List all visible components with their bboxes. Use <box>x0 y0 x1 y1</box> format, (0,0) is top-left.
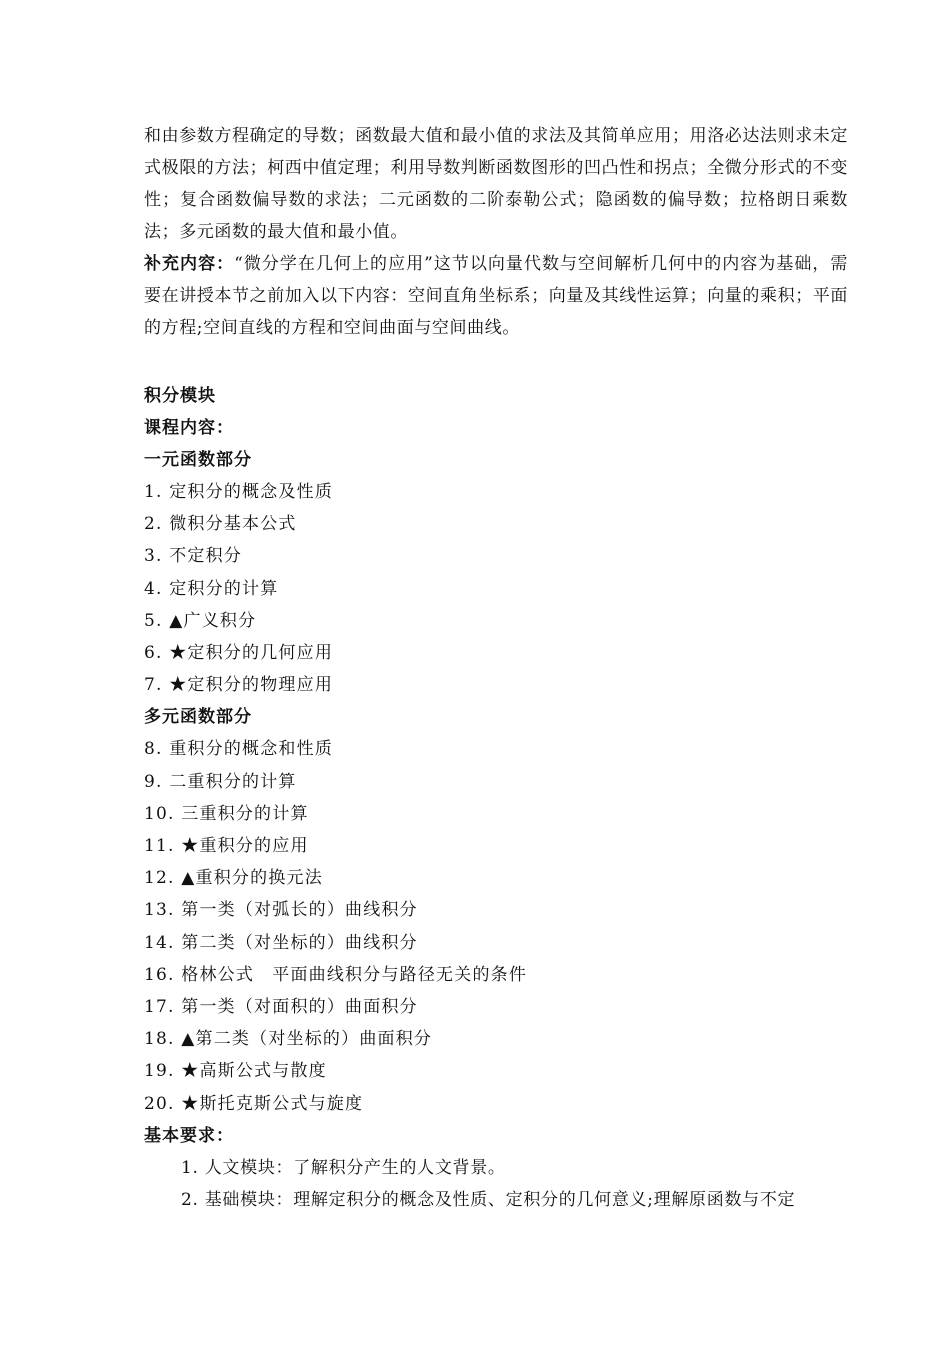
list-item: 16. 格林公式 平面曲线积分与路径无关的条件 <box>144 964 528 985</box>
supplement-lead: 补充内容： <box>144 254 235 274</box>
list-item: 12. ▲重积分的换元法 <box>144 868 323 889</box>
course-content-label: 课程内容： <box>144 418 234 438</box>
list-item: 20. ★斯托克斯公式与旋度 <box>144 1093 364 1114</box>
requirement-item: 1. 人文模块：了解积分产生的人文背景。 <box>181 1157 506 1178</box>
list-item: 2. 微积分基本公式 <box>144 514 297 535</box>
section-gap <box>144 344 848 380</box>
list-item: 18. ▲第二类（对坐标的）曲面积分 <box>144 1029 433 1050</box>
list-item: 19. ★高斯公式与散度 <box>144 1061 327 1082</box>
list-item: 8. 重积分的概念和性质 <box>144 739 334 760</box>
list-item: 7. ★定积分的物理应用 <box>144 675 334 696</box>
supplement-paragraph <box>144 248 848 344</box>
intro-paragraph: 和由参数方程确定的导数；函数最大值和最小值的求法及其简单应用；用洛必达法则求未定式极限的方法；柯西中值定理；利用导数判断函数图形的凹凸性和拐点；全微分形式的不变性；复合函数偏导数的求法；二元函数的二阶泰勒公式；隐函数的偏导数；拉格朗日乘数法；多元函数的最大值和最小值。 <box>144 126 848 242</box>
supplement-text: “微分学在几何上的应用”这节以向量代数与空间解析几何中的内容为基础，需要在讲授本节之前加入以下内容：空间直角坐标系；向量及其线性运算；向量的乘积；平面的方程;空间直线的方程和空间曲面与空间曲线。 <box>144 254 849 338</box>
list-item: 13. 第一类（对弧长的）曲线积分 <box>144 900 418 921</box>
list-item: 4. 定积分的计算 <box>144 578 279 599</box>
list-item: 9. 二重积分的计算 <box>144 771 297 792</box>
page-content <box>144 120 848 1216</box>
requirement-item: 2. 基础模块：理解定积分的概念及性质、定积分的几何意义;理解原函数与不定 <box>181 1189 796 1210</box>
list-item: 10. 三重积分的计算 <box>144 803 309 824</box>
module-title: 积分模块 <box>144 386 216 406</box>
list-item: 3. 不定积分 <box>144 546 243 567</box>
list-item: 1. 定积分的概念及性质 <box>144 482 334 502</box>
list-item: 17. 第一类（对面积的）曲面积分 <box>144 997 418 1018</box>
list-item: 6. ★定积分的几何应用 <box>144 643 334 664</box>
section-multi-variable: 多元函数部分 <box>144 707 252 728</box>
list-item: 11. ★重积分的应用 <box>144 836 309 857</box>
requirements-label: 基本要求： <box>144 1125 234 1146</box>
section-single-variable: 一元函数部分 <box>144 450 252 470</box>
list-item: 14. 第二类（对坐标的）曲线积分 <box>144 932 418 953</box>
list-item: 5. ▲广义积分 <box>144 610 257 631</box>
